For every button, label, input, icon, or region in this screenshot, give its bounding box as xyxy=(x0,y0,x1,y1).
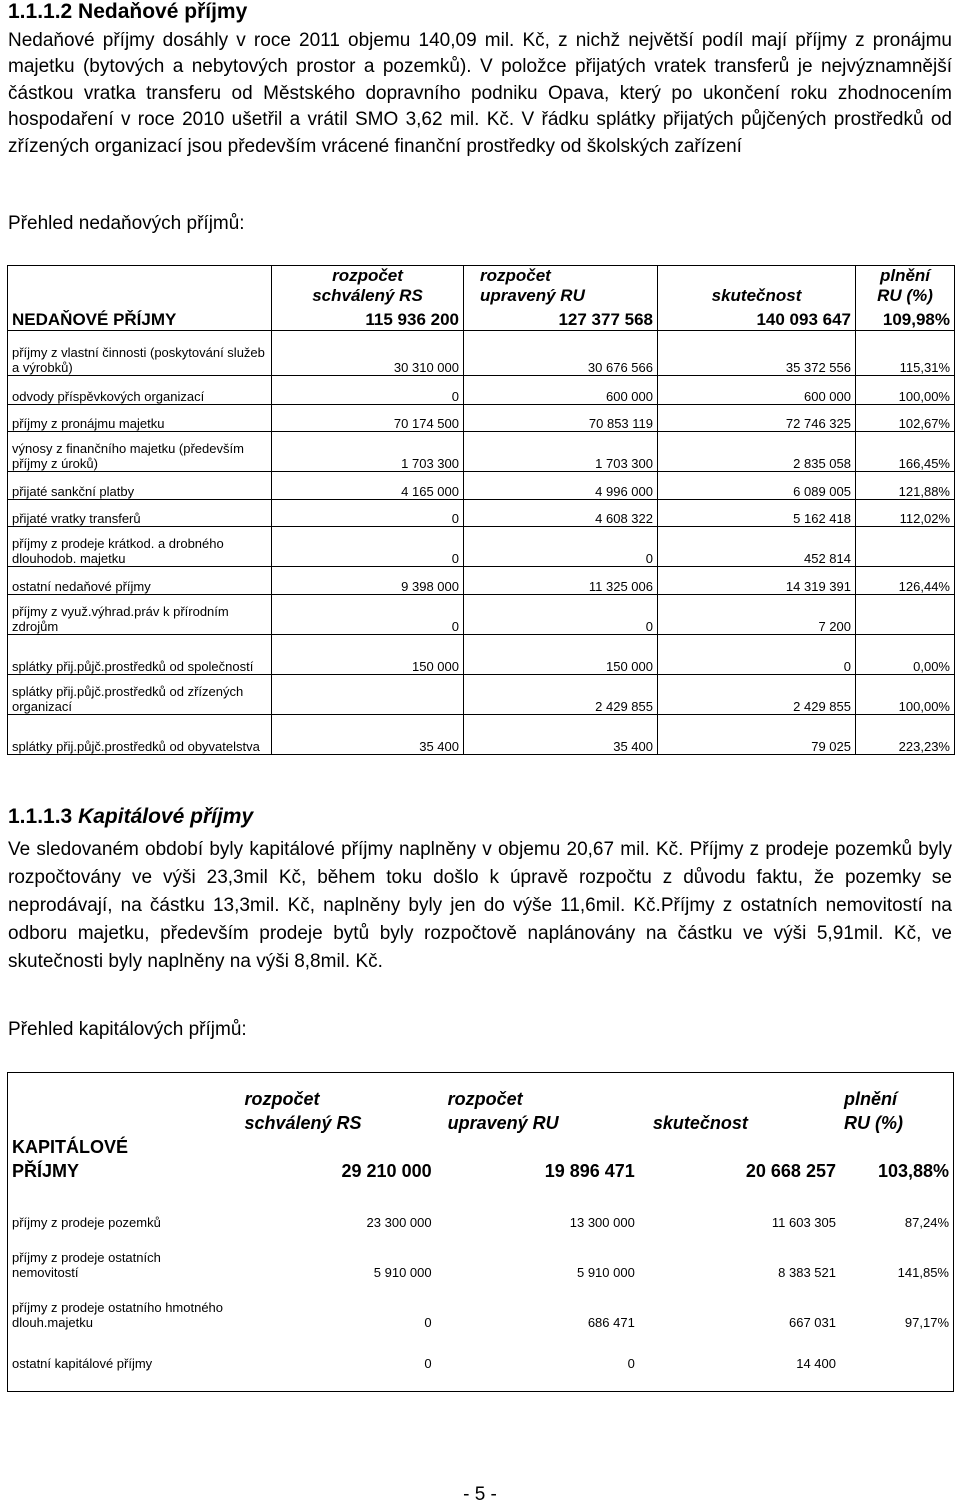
row-rs: 0 xyxy=(272,375,464,404)
row-sk: 8 383 521 xyxy=(778,1265,836,1280)
row-rs: 5 910 000 xyxy=(373,1265,432,1280)
table-row xyxy=(8,375,955,404)
row-rs: 4 165 000 xyxy=(272,471,464,499)
row-label: příjmy z pronájmu majetku xyxy=(8,404,272,431)
row-sk: 35 372 556 xyxy=(658,335,856,375)
header-rs: rozpočet schválený RS xyxy=(244,1089,362,1133)
row-sk: 2 835 058 xyxy=(658,431,856,471)
row-ru: 4 996 000 xyxy=(464,471,658,499)
row-sk: 2 429 855 xyxy=(658,674,856,714)
row-label: ostatní nedaňové příjmy xyxy=(8,566,272,594)
row-rs: 0 xyxy=(424,1356,432,1371)
row-pct: 166,45% xyxy=(856,431,955,471)
row-ru: 30 676 566 xyxy=(464,335,658,375)
total-label: KAPITÁLOVÉ PŘÍJMY xyxy=(12,1137,129,1181)
total-sk: 140 093 647 xyxy=(658,306,856,331)
row-sk: 6 089 005 xyxy=(658,471,856,499)
row-sk: 0 xyxy=(658,634,856,674)
row-label: splátky přij.půjč.prostředků od společností xyxy=(8,634,272,674)
table-row xyxy=(8,431,955,471)
row-rs xyxy=(272,674,464,714)
row-sk: 7 200 xyxy=(658,594,856,634)
row-pct: 223,23% xyxy=(856,714,955,754)
row-ru: 4 608 322 xyxy=(464,499,658,526)
row-label: příjmy z vlastní činnosti (poskytování služeb a výrobků) xyxy=(8,335,272,375)
row-rs: 30 310 000 xyxy=(272,335,464,375)
row-pct: 141,85% xyxy=(897,1265,949,1280)
row-pct: 112,02% xyxy=(856,499,955,526)
row-rs: 0 xyxy=(272,499,464,526)
total-sk: 20 668 257 xyxy=(745,1161,836,1181)
row-pct: 115,31% xyxy=(856,335,955,375)
nedanove-prijmy-table xyxy=(7,265,955,755)
section-paragraph-kapitalove: Ve sledovaném období byly kapitálové příjmy naplněny v objemu 20,67 mil. Kč. Příjmy z prodeje pozemků byly rozpočtovány ve výši 23,3mil Kč, během toku došlo k úpravě rozpočtu z důvodu faktu, že pozemky se neprodávají, na částku 13,3mil. Kč, naplněny byly jen do výše 11,6mil. Kč.Příjmy z ostatních nemovitostí na odboru majetku, především prodeje bytů byly rozpočtově naplánovány na částku ve výši 5,91mil. Kč, ve skutečnosti byly naplněny na výši 8,8mil. Kč. xyxy=(8,839,952,972)
table-row xyxy=(8,526,955,566)
row-pct xyxy=(856,526,955,566)
row-label: přijaté vratky transferů xyxy=(8,499,272,526)
header-plneni: plnění RU (%) xyxy=(843,1089,903,1133)
row-pct: 102,67% xyxy=(856,404,955,431)
row-rs: 23 300 000 xyxy=(366,1215,432,1230)
header-rs: rozpočet schválený RS xyxy=(272,266,464,307)
row-sk: 14 400 xyxy=(796,1356,836,1371)
row-sk: 11 603 305 xyxy=(771,1215,836,1230)
table-row xyxy=(8,594,955,634)
total-row xyxy=(8,306,955,331)
header-ru: rozpočet upravený RU xyxy=(464,266,658,307)
row-rs: 70 174 500 xyxy=(272,404,464,431)
row-ru: 0 xyxy=(464,526,658,566)
row-ru: 2 429 855 xyxy=(464,674,658,714)
row-label: splátky přij.půjč.prostředků od zřízených organizací xyxy=(8,674,272,714)
table-row xyxy=(8,566,955,594)
table-row xyxy=(8,714,955,754)
row-sk: 600 000 xyxy=(658,375,856,404)
section-heading-kapitalove: 1.1.1.3 Kapitálové příjmy xyxy=(8,805,254,828)
row-pct xyxy=(840,1356,954,1371)
row-pct xyxy=(856,594,955,634)
row-pct: 0,00% xyxy=(856,634,955,674)
table-row xyxy=(8,1294,954,1330)
header-plneni: plnění RU (%) xyxy=(856,266,955,307)
total-ru: 19 896 471 xyxy=(544,1161,635,1181)
row-ru: 686 471 xyxy=(587,1315,635,1330)
row-label: přijaté sankční platby xyxy=(8,471,272,499)
row-label: příjmy z prodeje ostatních nemovitostí xyxy=(12,1250,161,1280)
total-row xyxy=(8,1135,954,1183)
row-rs: 0 xyxy=(272,594,464,634)
row-rs: 0 xyxy=(424,1315,432,1330)
row-ru: 5 910 000 xyxy=(576,1265,635,1280)
table-lead-kapitalove: Přehled kapitálových příjmů: xyxy=(8,1019,247,1040)
page-number: - 5 - xyxy=(463,1484,497,1505)
row-label: příjmy z prodeje krátkod. a drobného dlouhodob. majetku xyxy=(8,526,272,566)
section-heading-nedanove: 1.1.1.2 Nedaňové příjmy xyxy=(8,0,248,23)
row-sk: 5 162 418 xyxy=(658,499,856,526)
table-row xyxy=(8,471,955,499)
row-label: příjmy z využ.výhrad.práv k přírodním zdrojům xyxy=(8,594,272,634)
table-row xyxy=(8,1215,954,1230)
row-pct: 97,17% xyxy=(904,1315,949,1330)
row-sk: 667 031 xyxy=(788,1315,836,1330)
row-pct: 100,00% xyxy=(856,375,955,404)
total-rs: 115 936 200 xyxy=(272,306,464,331)
kapitalove-prijmy-table xyxy=(7,1072,954,1392)
header-skutecnost: skutečnost xyxy=(658,266,856,307)
total-rs: 29 210 000 xyxy=(341,1161,432,1181)
section-paragraph-nedanove: Nedaňové příjmy dosáhly v roce 2011 objemu 140,09 mil. Kč, z nichž největší podíl mají příjmy z pronájmu majetku (bytových a nebytových prostor a pozemků). V položce přijatých vratek transferů je nejvýznamnější částkou vratka transferu od Městského dopravního podniku Opava, který po ukončení roku zhodnocením hospodaření v roce 2010 ušetřil a vrátil SMO 3,62 mil. Kč. V řádku splátky přijatých půjčených prostředků od zřízených organizací jsou především vrácené finanční prostředky od školských zařízení xyxy=(8,30,952,157)
table-row xyxy=(8,634,955,674)
row-ru: 0 xyxy=(464,594,658,634)
row-label: odvody příspěvkových organizací xyxy=(8,375,272,404)
row-ru: 1 703 300 xyxy=(464,431,658,471)
table-row xyxy=(8,1244,954,1280)
header-ru: rozpočet upravený RU xyxy=(447,1089,559,1133)
row-rs: 9 398 000 xyxy=(272,566,464,594)
total-pct: 103,88% xyxy=(877,1161,949,1181)
total-label: NEDAŇOVÉ PŘÍJMY xyxy=(8,306,272,331)
table-row xyxy=(8,674,955,714)
row-ru: 600 000 xyxy=(464,375,658,404)
row-ru: 150 000 xyxy=(464,634,658,674)
table-row xyxy=(8,404,955,431)
row-label: příjmy z prodeje ostatního hmotného dlouh.majetku xyxy=(12,1300,224,1330)
row-pct: 121,88% xyxy=(856,471,955,499)
row-sk: 79 025 xyxy=(658,714,856,754)
table-row xyxy=(8,499,955,526)
total-ru: 127 377 568 xyxy=(464,306,658,331)
row-ru: 11 325 006 xyxy=(464,566,658,594)
table-lead-nedanove: Přehled nedaňových příjmů: xyxy=(8,213,245,234)
table-row xyxy=(8,335,955,375)
row-pct: 87,24% xyxy=(904,1215,949,1230)
row-sk: 72 746 325 xyxy=(658,404,856,431)
row-rs: 150 000 xyxy=(272,634,464,674)
row-label: výnosy z finančního majetku (především příjmy z úroků) xyxy=(8,431,272,471)
row-ru: 0 xyxy=(627,1356,635,1371)
row-pct: 126,44% xyxy=(856,566,955,594)
row-pct: 100,00% xyxy=(856,674,955,714)
row-ru: 13 300 000 xyxy=(569,1215,635,1230)
row-sk: 14 319 391 xyxy=(658,566,856,594)
row-ru: 35 400 xyxy=(464,714,658,754)
header-skutecnost: skutečnost xyxy=(652,1113,748,1133)
table-row xyxy=(8,1356,954,1371)
row-rs: 35 400 xyxy=(272,714,464,754)
row-label: příjmy z prodeje pozemků xyxy=(12,1215,161,1230)
row-label: splátky přij.půjč.prostředků od obyvatelstva xyxy=(8,714,272,754)
table-header-row xyxy=(8,266,955,307)
total-pct: 109,98% xyxy=(856,306,955,331)
row-rs: 1 703 300 xyxy=(272,431,464,471)
table-header-row xyxy=(8,1073,954,1136)
row-rs: 0 xyxy=(272,526,464,566)
row-sk: 452 814 xyxy=(658,526,856,566)
row-label: ostatní kapitálové příjmy xyxy=(12,1356,153,1371)
row-ru: 70 853 119 xyxy=(464,404,658,431)
